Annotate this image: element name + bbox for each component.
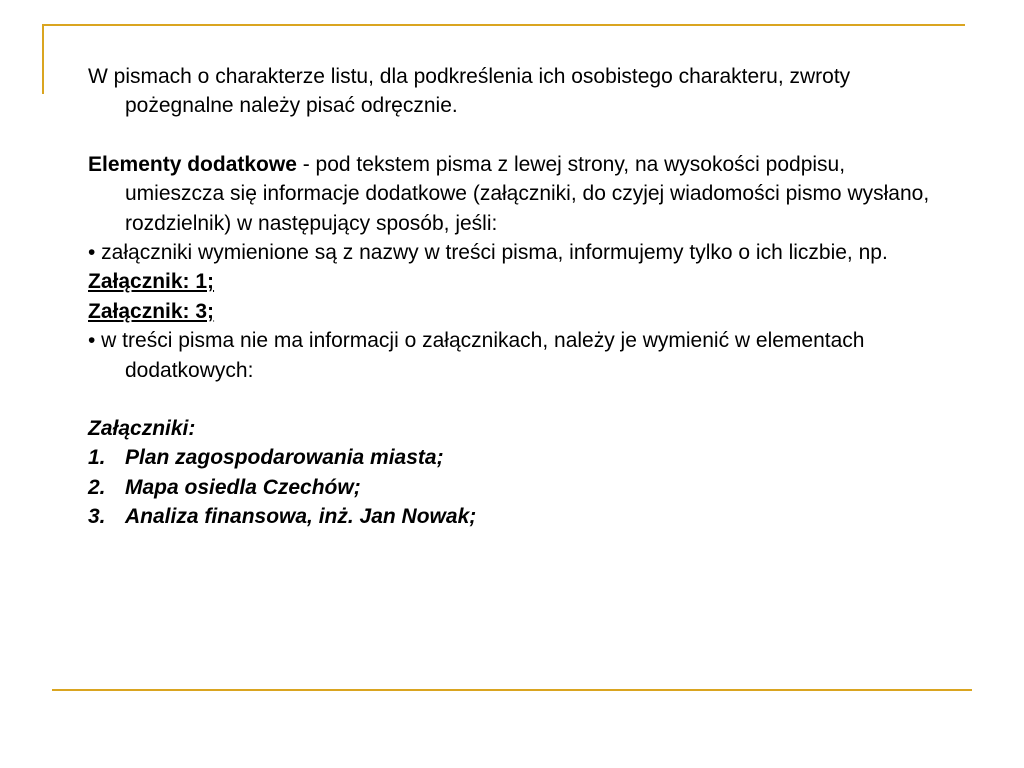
left-accent-line [42,24,44,94]
paragraph-additional-elements [88,150,948,238]
list-item-number: 1. [88,446,106,470]
top-accent-line [42,24,965,26]
list-item [88,502,948,531]
list-item [88,443,948,472]
spacer [88,385,948,414]
attachments-list [88,443,948,531]
bottom-accent-line [52,689,972,691]
list-item-number: 2. [88,475,106,499]
bullet-list-attachments: • w treści pisma nie ma informacji o załącznikach, należy je wymienić w elementach dodatkowych: [88,329,865,382]
list-item [88,473,948,502]
list-item-number: 3. [88,505,106,529]
example-attachment-count-1: Załącznik: 1; [88,270,215,294]
paragraph-handwritten-closing: W pismach o charakterze listu, dla podkreślenia ich osobistego charakteru, zwroty pożegnalne należy pisać odręcznie. [88,65,851,118]
spacer [88,121,948,150]
attachments-heading: Załączniki: [88,417,196,441]
example-attachment-count-3: Załącznik: 3; [88,299,215,323]
bullet-named-attachments: • załączniki wymienione są z nazwy w treści pisma, informujemy tylko o ich liczbie, np. [88,241,888,265]
additional-elements-description: - pod tekstem pisma z lewej strony, na wysokości podpisu, umieszcza się informacje dodatkowe (załączniki, do czyjej wiadomości pismo wysłano, rozdzielnik) w następujący sposób, jeśli: [125,152,930,235]
slide-body [88,62,948,532]
additional-elements-term: Elementy dodatkowe [88,152,297,176]
list-item-text: Mapa osiedla Czechów; [125,475,361,499]
list-item-text: Plan zagospodarowania miasta; [125,446,444,470]
list-item-text: Analiza finansowa, inż. Jan Nowak; [125,505,477,529]
